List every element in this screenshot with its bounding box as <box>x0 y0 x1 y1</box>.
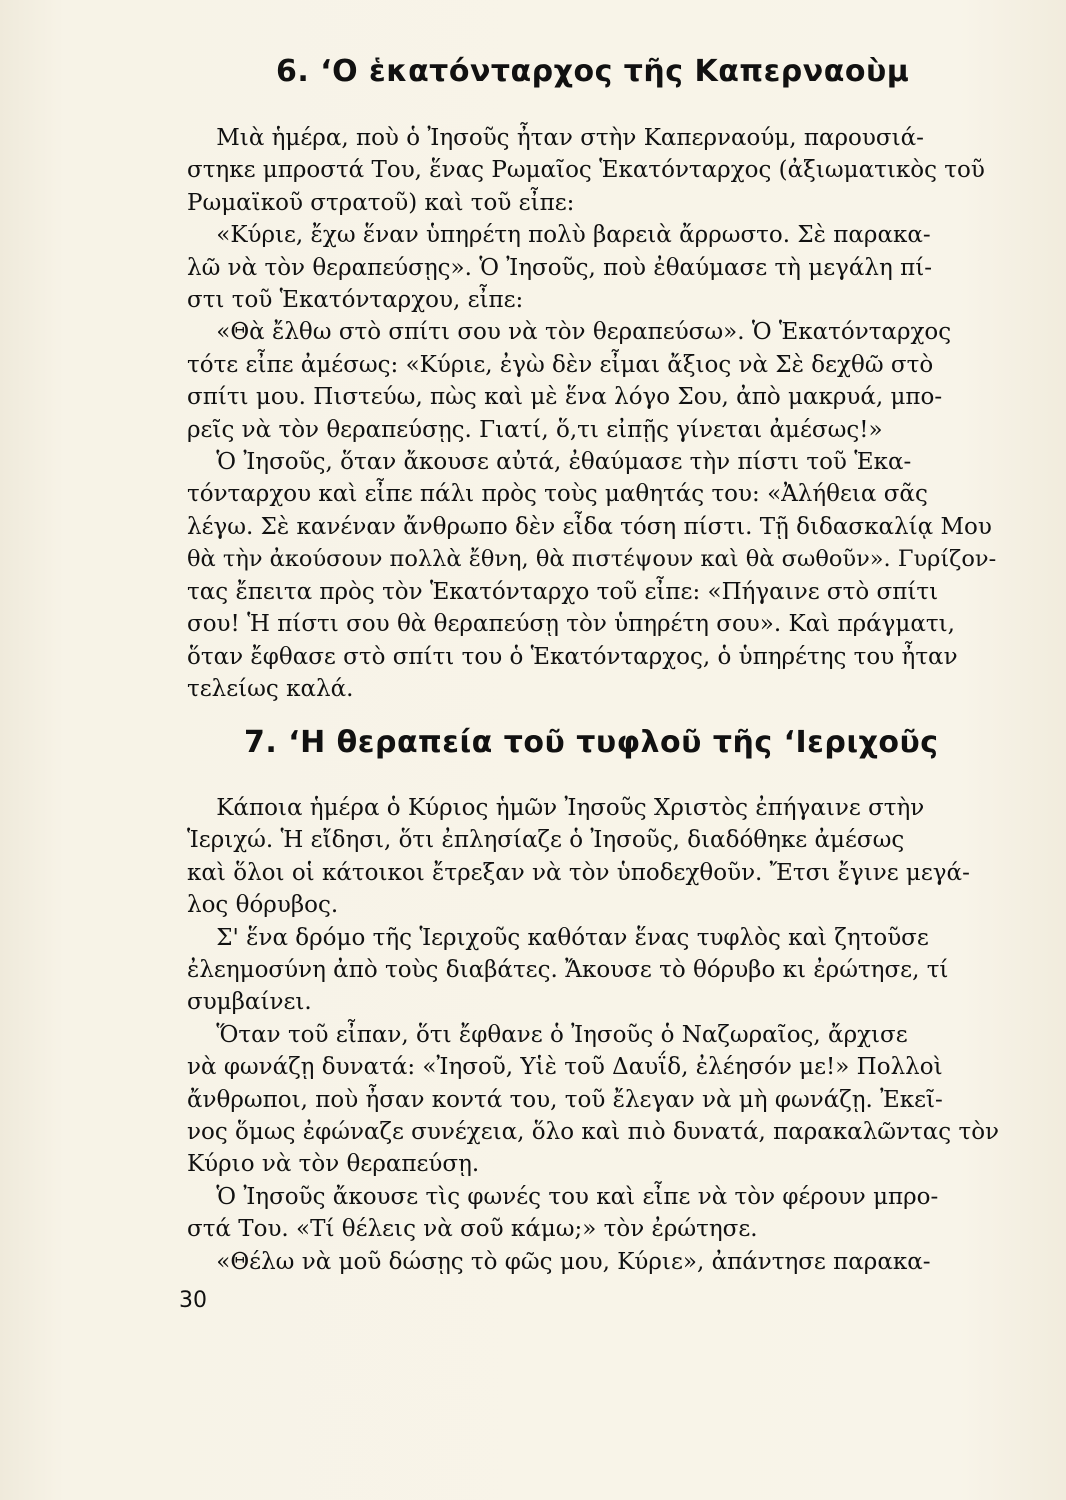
section-6-title: 6. ‘Ο ἑκατόνταρχος τῆς Καπερναοὺμ <box>276 54 910 89</box>
text-line: τελείως καλά. <box>187 675 354 702</box>
page-number: 30 <box>179 1288 207 1313</box>
text-line: στι τοῦ Ἑκατόνταρχου, εἶπε: <box>187 287 524 314</box>
text-line: ἐλεημοσύνη ἀπὸ τοὺς διαβάτες. Ἄκουσε τὸ θόρυβο κι ἐρώτησε, τί <box>187 957 949 984</box>
text-line: Ὁ Ἰησοῦς, ὅταν ἄκουσε αὐτά, ἐθαύμασε τὴν πίστι τοῦ Ἑκα- <box>187 449 912 476</box>
text-line: λέγω. Σὲ κανέναν ἄνθρωπο δὲν εἶδα τόση πίστι. Τῇ διδασκαλίᾳ Μου <box>187 513 992 540</box>
section-7-title: 7. ‘Η θεραπεία τοῦ τυφλοῦ τῆς ‘Ιεριχοῦς <box>244 725 939 760</box>
text-line: στηκε μπροστά Του, ἕνας Ρωμαῖος Ἑκατόνταρχος (ἀξιωματικὸς τοῦ <box>187 157 985 184</box>
text-line: Κύριο νὰ τὸν θεραπεύσῃ. <box>187 1151 480 1178</box>
text-line: καὶ ὅλοι οἱ κάτοικοι ἔτρεξαν νὰ τὸν ὑποδεχθοῦν. Ἔτσι ἔγινε μεγά- <box>187 859 970 886</box>
text-line: Σ' ἕνα δρόμο τῆς Ἱεριχοῦς καθόταν ἕνας τυφλὸς καὶ ζητοῦσε <box>187 924 929 951</box>
text-line: «Θὰ ἔλθω στὸ σπίτι σου νὰ τὸν θεραπεύσω». Ὁ Ἑκατόνταρχος <box>187 319 952 346</box>
text-line: Ἱεριχώ. Ἡ εἴδησι, ὅτι ἐπλησίαζε ὁ Ἰησοῦς, διαδόθηκε ἀμέσως <box>187 827 905 854</box>
text-line: θὰ τὴν ἀκούσουν πολλὰ ἔθνη, θὰ πιστέψουν καὶ θὰ σωθοῦν». Γυρίζον- <box>187 546 997 573</box>
text-line: Κάποια ἡμέρα ὁ Κύριος ἡμῶν Ἰησοῦς Χριστὸς ἐπήγαινε στὴν <box>187 795 925 821</box>
text-line: τας ἔπειτα πρὸς τὸν Ἑκατόνταρχο τοῦ εἶπε: «Πήγαινε στὸ σπίτι <box>187 578 939 605</box>
text-line: λῶ νὰ τὸν θεραπεύσῃς». Ὁ Ἰησοῦς, ποὺ ἐθαύμασε τὴ μεγάλη πί- <box>187 254 932 281</box>
text-line: σου! Ἡ πίστι σου θὰ θεραπεύσῃ τὸν ὑπηρέτη σου». Καὶ πράγματι, <box>187 611 955 638</box>
section-7-body <box>187 792 1009 1278</box>
text-line: Ρωμαϊκοῦ στρατοῦ) καὶ τοῦ εἶπε: <box>187 189 575 216</box>
text-line: συμβαίνει. <box>187 989 312 1016</box>
text-line: λος θόρυβος. <box>187 892 339 919</box>
text-line: στά Του. «Τί θέλεις νὰ σοῦ κάμω;» τὸν ἐρώτησε. <box>187 1216 758 1243</box>
text-line: νὰ φωνάζῃ δυνατά: «Ἰησοῦ, Υἱὲ τοῦ Δαυΐδ, ἐλέησόν με!» Πολλοὶ <box>187 1054 943 1081</box>
text-line: τότε εἶπε ἀμέσως: «Κύριε, ἐγὼ δὲν εἶμαι ἄξιος νὰ Σὲ δεχθῶ στὸ <box>187 351 934 378</box>
text-line: Μιὰ ἡμέρα, ποὺ ὁ Ἰησοῦς ἦταν στὴν Καπερναούμ, παρουσιά- <box>187 125 924 151</box>
text-line: ἄνθρωποι, ποὺ ἦσαν κοντά του, τοῦ ἔλεγαν νὰ μὴ φωνάζῃ. Ἐκεῖ- <box>187 1086 943 1113</box>
text-line: τόνταρχου καὶ εἶπε πάλι πρὸς τοὺς μαθητάς του: «Ἀλήθεια σᾶς <box>187 481 928 508</box>
text-line: νος ὅμως ἐφώναζε συνέχεια, ὅλο καὶ πιὸ δυνατά, παρακαλῶντας τὸν <box>187 1119 1000 1146</box>
text-line: σπίτι μου. Πιστεύω, πὼς καὶ μὲ ἕνα λόγο Σου, ἀπὸ μακρυά, μπο- <box>187 384 943 411</box>
text-line: Ὁ Ἰησοῦς ἄκουσε τὶς φωνές του καὶ εἶπε νὰ τὸν φέρουν μπρο- <box>187 1183 939 1210</box>
section-6-body <box>187 122 1009 705</box>
text-line: «Κύριε, ἔχω ἕναν ὑπηρέτη πολὺ βαρειὰ ἄρρωστο. Σὲ παρακα- <box>187 222 931 249</box>
text-line: Ὅταν τοῦ εἶπαν, ὅτι ἔφθανε ὁ Ἰησοῦς ὁ Ναζωραῖος, ἄρχισε <box>187 1021 908 1048</box>
text-line: «Θέλω νὰ μοῦ δώσῃς τὸ φῶς μου, Κύριε», ἀπάντησε παρακα- <box>187 1248 931 1275</box>
text-line: ὅταν ἔφθασε στὸ σπίτι του ὁ Ἑκατόνταρχος, ὁ ὑπηρέτης του ἦταν <box>187 643 958 670</box>
text-line: ρεῖς νὰ τὸν θεραπεύσῃς. Γιατί, ὅ,τι εἰπῇς γίνεται ἀμέσως!» <box>187 416 883 443</box>
